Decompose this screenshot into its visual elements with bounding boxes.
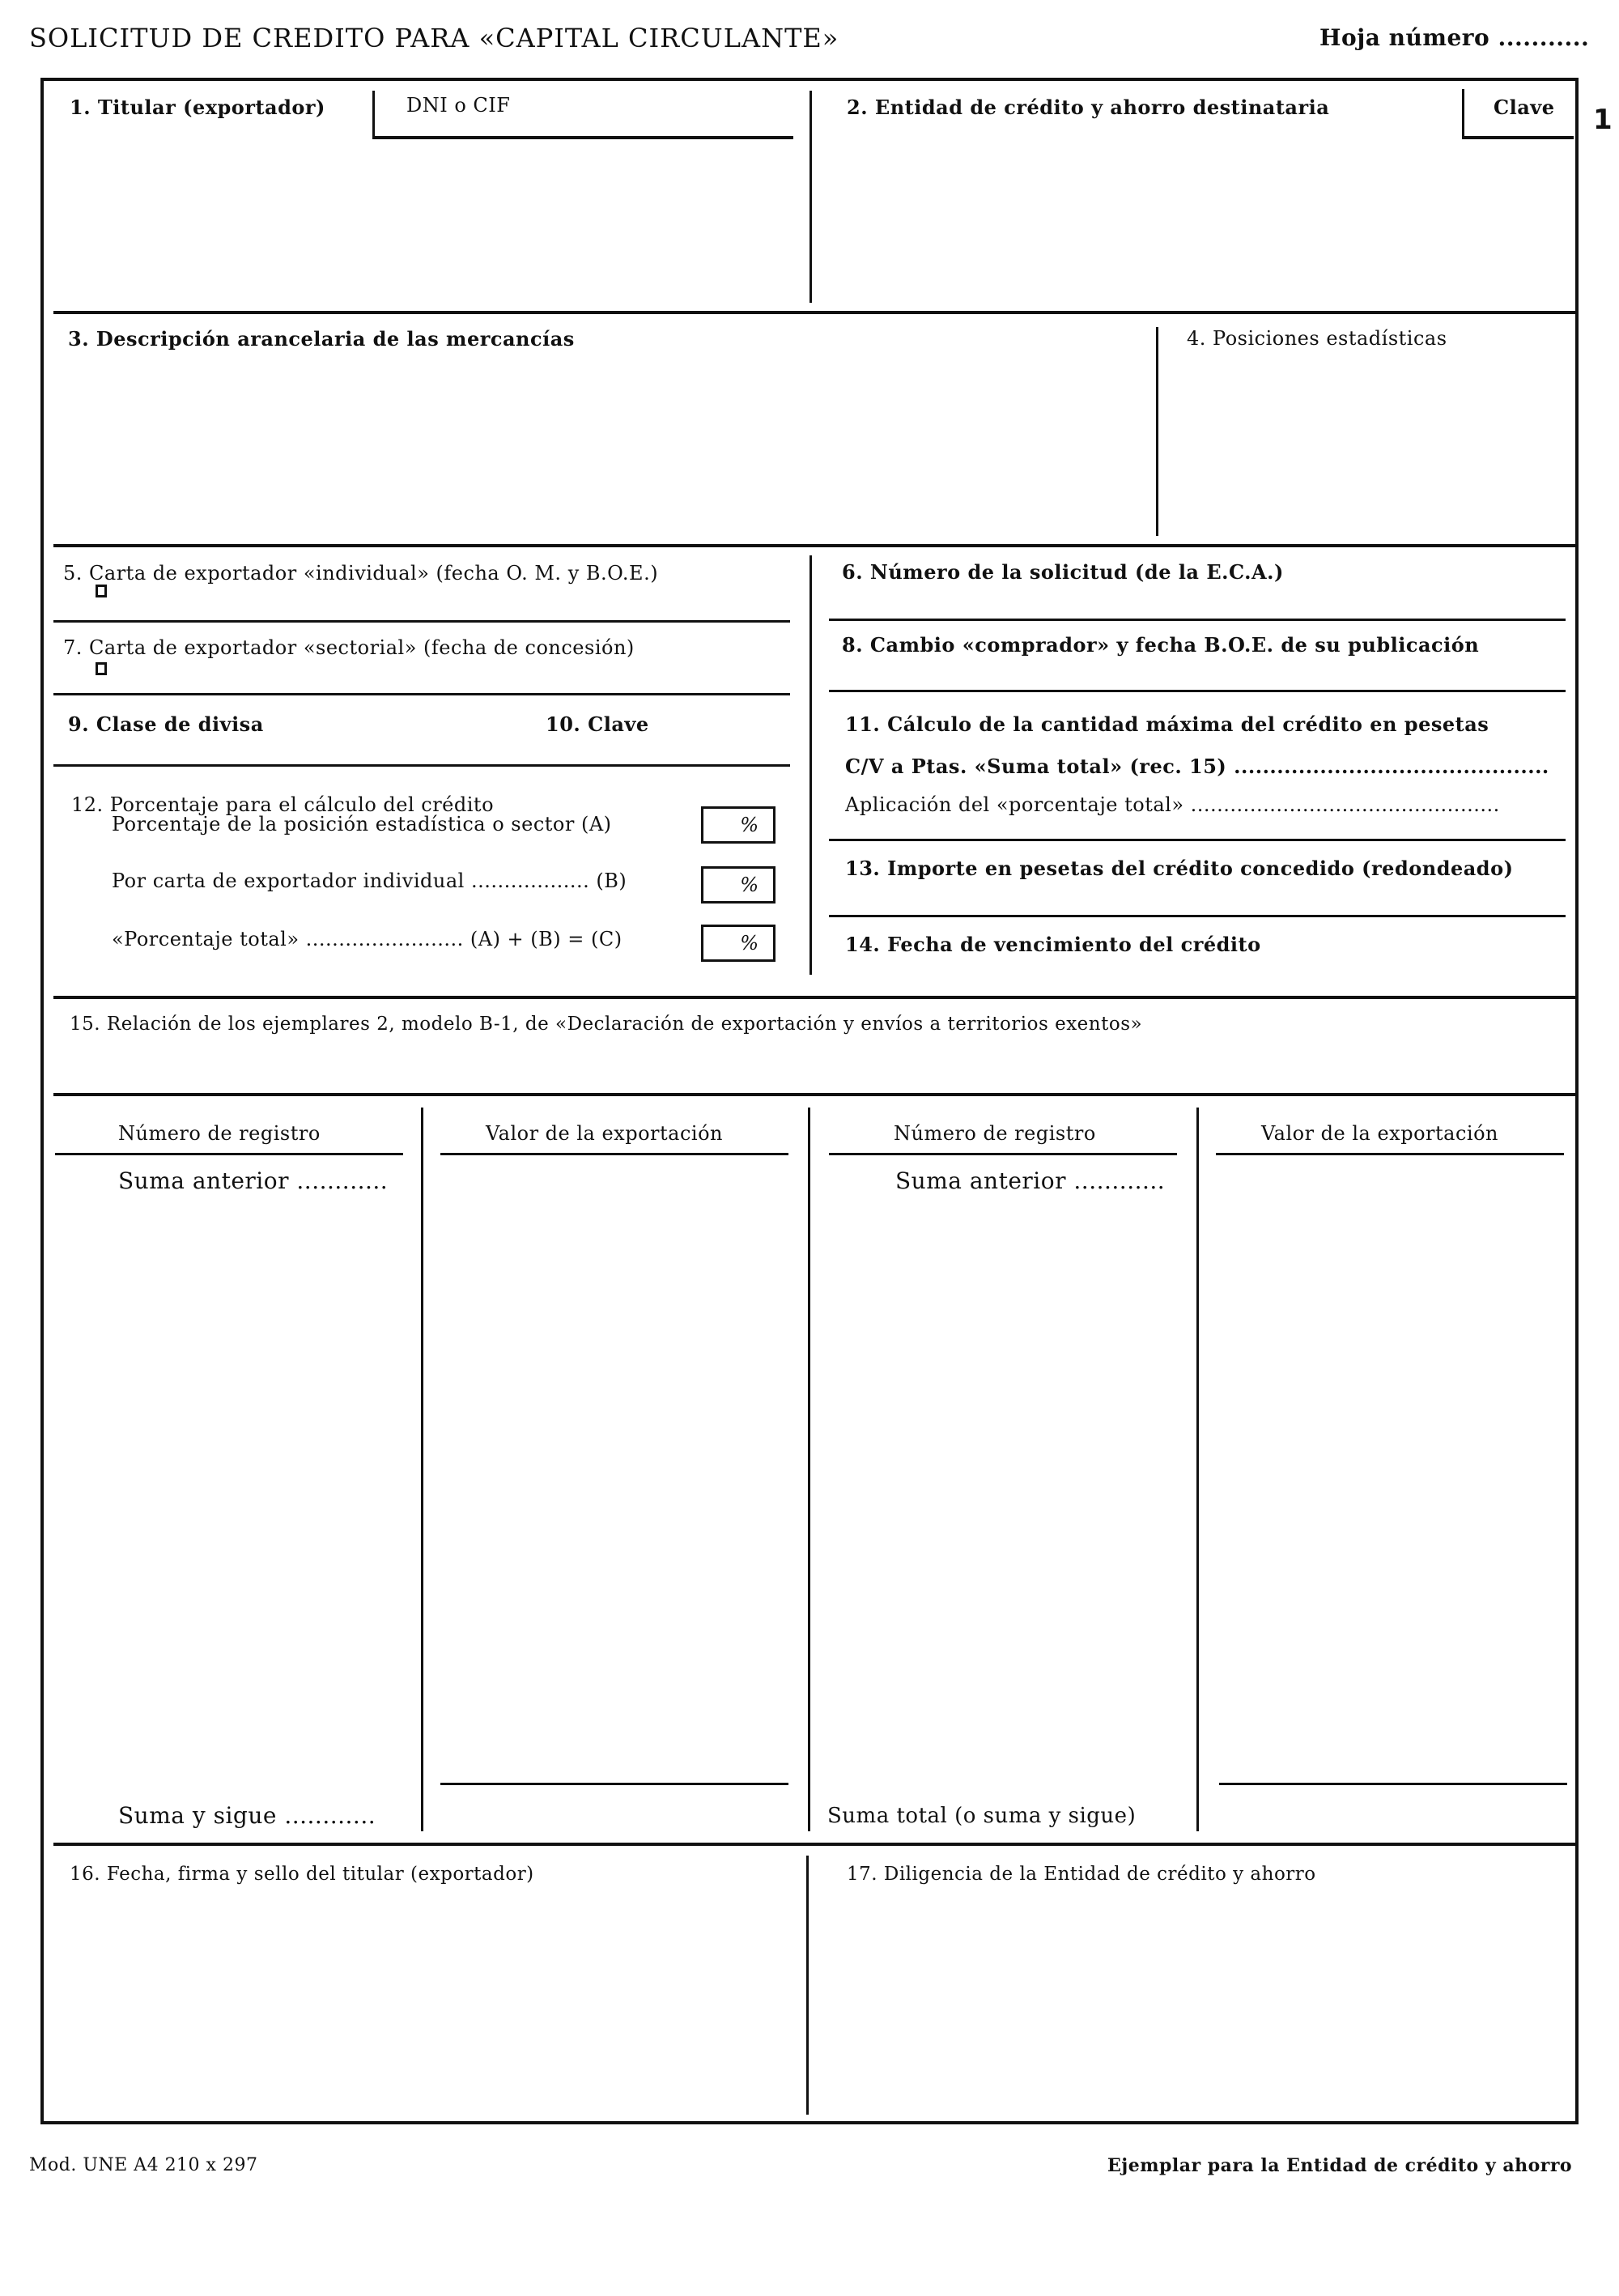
clave-underline: [1462, 136, 1574, 139]
field-11-calculo[interactable]: [813, 695, 1574, 837]
divider-dni: [372, 91, 375, 138]
table-body-valor-right[interactable]: [1201, 1158, 1570, 1781]
copy-number: 1: [1593, 104, 1613, 136]
field-16-firma-titular[interactable]: [44, 1847, 805, 2118]
divider-col-1: [810, 91, 812, 303]
field-16-label: 16. Fecha, firma y sello del titular (exportador): [70, 1864, 534, 1885]
field-7-checkbox[interactable]: [96, 662, 107, 675]
carry-in-right: Suma anterior ............: [895, 1167, 1166, 1194]
row-divider-5: [53, 620, 790, 623]
col-header-valor-left: Valor de la exportación: [486, 1122, 723, 1145]
field-12-row-a-label: Porcentaje de la posición estadística o sector (A): [112, 813, 612, 835]
field-3-label: 3. Descripción arancelaria de las mercancías: [68, 327, 575, 351]
carry-out-left: Suma y sigue ............: [118, 1802, 376, 1829]
carry-in-left: Suma anterior ............: [118, 1167, 389, 1194]
divider-col-3-4: [1156, 327, 1158, 536]
table-col-divider-3: [1196, 1108, 1199, 1831]
field-12-row-b-label: Por carta de exportador individual .................. (B): [112, 870, 627, 892]
row-divider-7: [53, 693, 790, 695]
field-1-label: 1. Titular (exportador): [70, 96, 325, 119]
table-body-registro-left[interactable]: [49, 1206, 418, 1773]
divider-clave: [1462, 89, 1464, 138]
field-11-label: 11. Cálculo de la cantidad máxima del crédito en pesetas: [845, 712, 1489, 736]
field-11-line-suma-total: C/V a Ptas. «Suma total» (rec. 15) ............................................: [845, 755, 1549, 778]
field-14-fecha-vencimiento[interactable]: [813, 918, 1574, 976]
percent-b-input[interactable]: %: [701, 866, 776, 904]
field-12-porcentaje: [44, 769, 805, 972]
field-5-checkbox[interactable]: [96, 585, 107, 597]
field-7-label: 7. Carta de exportador «sectorial» (fecha de concesión): [63, 636, 635, 659]
dni-underline: [372, 136, 793, 139]
field-6-numero-solicitud[interactable]: [813, 551, 1574, 619]
field-9-clase-divisa[interactable]: [44, 696, 529, 766]
frame-right: [1575, 78, 1579, 2124]
table-body-registro-right[interactable]: [813, 1206, 1193, 1773]
field-11-line-aplicacion: Aplicación del «porcentaje total» ...............................................: [845, 793, 1500, 816]
subtotal-line-right: [1219, 1783, 1567, 1785]
sheet-number-label[interactable]: Hoja número ...........: [1319, 24, 1590, 51]
row-divider-9: [53, 764, 790, 767]
col-header-underline-2: [440, 1153, 788, 1155]
row-divider-8: [829, 690, 1566, 692]
field-4-label: 4. Posiciones estadísticas: [1187, 327, 1447, 350]
field-5-label: 5. Carta de exportador «individual» (fecha O. M. y B.O.E.): [63, 562, 659, 585]
footer-copy-for: Ejemplar para la Entidad de crédito y ahorro: [1107, 2155, 1573, 2176]
field-10-label: 10. Clave: [546, 712, 649, 736]
row-divider-6: [829, 619, 1566, 621]
field-17-label: 17. Diligencia de la Entidad de crédito y ahorro: [847, 1864, 1316, 1885]
col-header-underline-4: [1216, 1153, 1564, 1155]
row-divider-table-bottom: [53, 1843, 1575, 1846]
divider-16-17: [806, 1856, 809, 2115]
carry-out-right: Suma total (o suma y sigue): [827, 1804, 1137, 1828]
field-2-label: 2. Entidad de crédito y ahorro destinataria: [847, 96, 1330, 119]
field-3-descripcion[interactable]: [44, 316, 1161, 542]
field-2-clave-label[interactable]: Clave: [1494, 96, 1555, 119]
row-divider-13: [829, 915, 1566, 917]
subtotal-line-left: [440, 1783, 788, 1785]
field-5-carta-individual[interactable]: [44, 551, 805, 619]
col-header-registro-right: Número de registro: [894, 1122, 1096, 1145]
field-14-label: 14. Fecha de vencimiento del crédito: [845, 933, 1261, 956]
col-header-underline-1: [55, 1153, 403, 1155]
field-12-row-c-label: «Porcentaje total» ........................ (A) + (B) = (C): [112, 928, 623, 950]
form-title: SOLICITUD DE CREDITO PARA «CAPITAL CIRCULANTE»: [29, 23, 839, 53]
frame-bottom: [40, 2121, 1579, 2124]
footer-model: Mod. UNE A4 210 x 297: [29, 2155, 258, 2175]
row-divider-11: [829, 839, 1566, 841]
table-col-divider-2: [808, 1108, 810, 1831]
field-2-entidad[interactable]: [813, 81, 1452, 308]
divider-middle-a: [810, 555, 812, 975]
field-15-relacion: [44, 1001, 1574, 1090]
percent-c-input[interactable]: %: [701, 925, 776, 962]
col-header-registro-left: Número de registro: [118, 1122, 321, 1145]
field-6-label: 6. Número de la solicitud (de la E.C.A.): [842, 560, 1284, 584]
row-divider-1: [53, 311, 1575, 314]
field-8-label: 8. Cambio «comprador» y fecha B.O.E. de su publicación: [842, 633, 1480, 657]
col-header-valor-right: Valor de la exportación: [1261, 1122, 1498, 1145]
table-body-valor-left[interactable]: [426, 1158, 803, 1781]
row-divider-3: [53, 996, 1575, 999]
field-15-label: 15. Relación de los ejemplares 2, modelo B-1, de «Declaración de exportación y envíos a territorios exentos»: [70, 1014, 1143, 1035]
field-13-importe[interactable]: [813, 842, 1574, 913]
col-header-underline-3: [829, 1153, 1177, 1155]
table-col-divider-1: [421, 1108, 423, 1831]
row-divider-2: [53, 544, 1575, 547]
field-9-label: 9. Clase de divisa: [68, 712, 264, 736]
percent-a-input[interactable]: %: [701, 806, 776, 844]
field-8-cambio-comprador[interactable]: [813, 623, 1574, 691]
field-17-diligencia[interactable]: [811, 1847, 1572, 2118]
field-12-label: 12. Porcentaje para el cálculo del crédito: [71, 793, 495, 816]
field-7-carta-sectorial[interactable]: [44, 623, 805, 691]
field-4-posiciones[interactable]: [1161, 316, 1574, 542]
field-10-clave[interactable]: [534, 696, 801, 766]
field-1-dni-label[interactable]: DNI o CIF: [406, 94, 511, 117]
field-13-label: 13. Importe en pesetas del crédito concedido (redondeado): [845, 857, 1514, 880]
